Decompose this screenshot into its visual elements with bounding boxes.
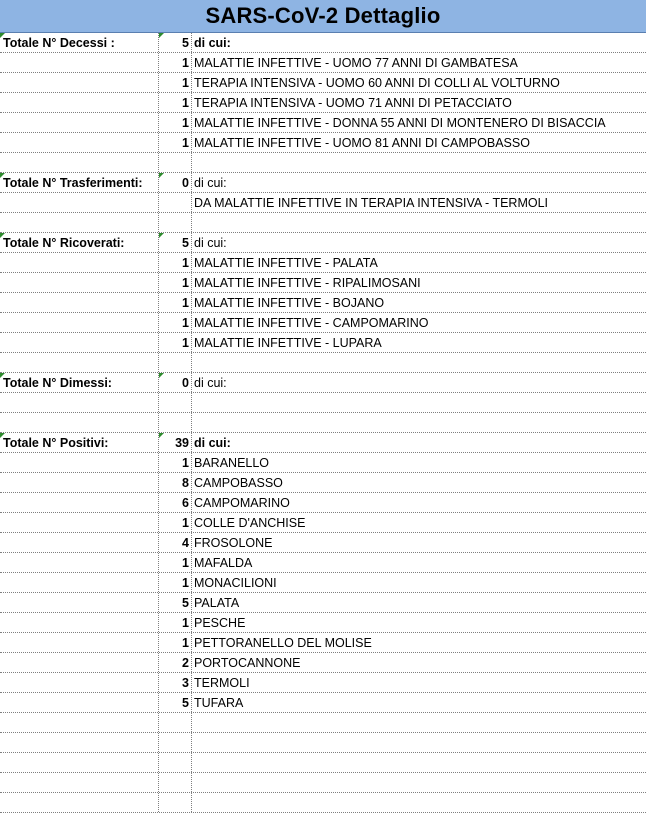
row-label-cell xyxy=(0,453,159,472)
list-item xyxy=(0,493,646,513)
item-count: 1 xyxy=(159,573,192,592)
cell-comment-marker xyxy=(0,233,5,238)
row-label-cell xyxy=(0,473,159,492)
item-description: MALATTIE INFETTIVE - UOMO 81 ANNI DI CAMPOBASSO xyxy=(194,135,530,150)
item-description: PORTOCANNONE xyxy=(194,655,301,670)
cell-comment-marker xyxy=(159,433,164,438)
row-count-cell xyxy=(159,353,192,372)
row-label-cell xyxy=(0,353,159,372)
row-count-cell xyxy=(159,753,192,772)
cell-comment-marker xyxy=(159,233,164,238)
row-count-cell xyxy=(159,733,192,752)
item-count: 1 xyxy=(159,93,192,112)
row-label-cell xyxy=(0,713,159,732)
row-description-cell xyxy=(192,353,646,372)
row-label-cell xyxy=(0,193,159,212)
item-description: MALATTIE INFETTIVE - BOJANO xyxy=(194,295,385,310)
item-description: TUFARA xyxy=(194,695,244,710)
section-dicui: di cui: xyxy=(194,375,227,390)
item-count: 5 xyxy=(159,693,192,712)
item-description: MAFALDA xyxy=(194,555,253,570)
empty-row xyxy=(0,213,646,233)
row-label-cell xyxy=(0,613,159,632)
list-item xyxy=(0,453,646,473)
section-label: Totale N° Positivi: xyxy=(0,433,159,452)
row-label-cell xyxy=(0,253,159,272)
row-label-cell xyxy=(0,733,159,752)
row-label-cell xyxy=(0,553,159,572)
list-item xyxy=(0,653,646,673)
cell-comment-marker xyxy=(159,173,164,178)
section-dicui: di cui: xyxy=(194,235,227,250)
row-count-cell xyxy=(159,153,192,172)
list-item xyxy=(0,613,646,633)
row-count-cell xyxy=(159,393,192,412)
item-count: 1 xyxy=(159,273,192,292)
row-label-cell xyxy=(0,773,159,792)
empty-row xyxy=(0,773,646,793)
row-label-cell xyxy=(0,693,159,712)
section-dicui: di cui: xyxy=(194,35,231,50)
row-label-cell xyxy=(0,493,159,512)
row-description-cell xyxy=(192,413,646,432)
cell-comment-marker xyxy=(159,373,164,378)
row-label-cell xyxy=(0,533,159,552)
item-description: CAMPOMARINO xyxy=(194,495,290,510)
list-item xyxy=(0,633,646,653)
row-label-cell xyxy=(0,673,159,692)
section-label: Totale N° Trasferimenti: xyxy=(0,173,159,192)
item-description: PALATA xyxy=(194,595,240,610)
item-count: 5 xyxy=(159,593,192,612)
item-description: MALATTIE INFETTIVE - RIPALIMOSANI xyxy=(194,275,421,290)
row-description-cell xyxy=(192,393,646,412)
row-count-cell xyxy=(159,713,192,732)
row-description-cell xyxy=(192,733,646,752)
row-description-cell xyxy=(192,793,646,812)
list-item xyxy=(0,253,646,273)
row-label-cell xyxy=(0,753,159,772)
row-count-cell xyxy=(159,213,192,232)
row-label-cell xyxy=(0,93,159,112)
empty-row xyxy=(0,753,646,773)
row-count-cell xyxy=(159,413,192,432)
item-description: MALATTIE INFETTIVE - UOMO 77 ANNI DI GAMBATESA xyxy=(194,55,518,70)
section-total: 5 xyxy=(159,233,192,252)
item-count: 1 xyxy=(159,113,192,132)
item-description: TERMOLI xyxy=(194,675,250,690)
cell-comment-marker xyxy=(0,433,5,438)
item-count: 1 xyxy=(159,513,192,532)
item-description: MALATTIE INFETTIVE - PALATA xyxy=(194,255,378,270)
section-total: 5 xyxy=(159,33,192,52)
list-item xyxy=(0,673,646,693)
row-label-cell xyxy=(0,313,159,332)
item-description: MONACILIONI xyxy=(194,575,277,590)
row-label-cell xyxy=(0,153,159,172)
list-item xyxy=(0,573,646,593)
item-description: CAMPOBASSO xyxy=(194,475,283,490)
empty-row xyxy=(0,353,646,373)
item-description: MALATTIE INFETTIVE - DONNA 55 ANNI DI MONTENERO DI BISACCIA xyxy=(194,115,606,130)
empty-row xyxy=(0,793,646,813)
list-item xyxy=(0,293,646,313)
section-total: 0 xyxy=(159,373,192,392)
item-description: PESCHE xyxy=(194,615,246,630)
item-description: MALATTIE INFETTIVE - LUPARA xyxy=(194,335,382,350)
cell-comment-marker xyxy=(0,373,5,378)
item-description: TERAPIA INTENSIVA - UOMO 60 ANNI DI COLLI AL VOLTURNO xyxy=(194,75,560,90)
row-label-cell xyxy=(0,113,159,132)
row-label-cell xyxy=(0,133,159,152)
item-description: MALATTIE INFETTIVE - CAMPOMARINO xyxy=(194,315,429,330)
list-item xyxy=(0,273,646,293)
empty-row xyxy=(0,153,646,173)
section-header-row xyxy=(0,33,646,53)
row-label-cell xyxy=(0,653,159,672)
detail-table xyxy=(0,33,646,813)
list-item xyxy=(0,593,646,613)
row-description-cell xyxy=(192,213,646,232)
item-count xyxy=(159,193,192,212)
cell-comment-marker xyxy=(0,33,5,38)
row-description-cell xyxy=(192,773,646,792)
row-label-cell xyxy=(0,213,159,232)
section-dicui: di cui: xyxy=(194,175,227,190)
item-count: 1 xyxy=(159,613,192,632)
section-label: Totale N° Ricoverati: xyxy=(0,233,159,252)
item-count: 1 xyxy=(159,73,192,92)
item-count: 1 xyxy=(159,253,192,272)
row-label-cell xyxy=(0,513,159,532)
item-count: 1 xyxy=(159,133,192,152)
item-count: 1 xyxy=(159,53,192,72)
section-header-row xyxy=(0,233,646,253)
row-label-cell xyxy=(0,633,159,652)
row-label-cell xyxy=(0,273,159,292)
list-item xyxy=(0,133,646,153)
item-description: FROSOLONE xyxy=(194,535,273,550)
cell-comment-marker xyxy=(0,173,5,178)
section-dicui: di cui: xyxy=(194,435,231,450)
list-item xyxy=(0,53,646,73)
list-item xyxy=(0,533,646,553)
row-label-cell xyxy=(0,413,159,432)
item-count: 1 xyxy=(159,293,192,312)
section-total: 39 xyxy=(159,433,192,452)
row-label-cell xyxy=(0,53,159,72)
row-description-cell xyxy=(192,713,646,732)
item-description: TERAPIA INTENSIVA - UOMO 71 ANNI DI PETACCIATO xyxy=(194,95,512,110)
row-description-cell xyxy=(192,153,646,172)
section-header-row xyxy=(0,373,646,393)
page-title: SARS-CoV-2 Dettaglio xyxy=(0,0,646,33)
item-count: 6 xyxy=(159,493,192,512)
row-count-cell xyxy=(159,793,192,812)
item-count: 1 xyxy=(159,553,192,572)
row-label-cell xyxy=(0,793,159,812)
empty-row xyxy=(0,413,646,433)
item-count: 1 xyxy=(159,453,192,472)
section-header-row xyxy=(0,173,646,193)
row-label-cell xyxy=(0,593,159,612)
item-description: DA MALATTIE INFETTIVE IN TERAPIA INTENSIVA - TERMOLI xyxy=(194,195,549,210)
item-count: 1 xyxy=(159,313,192,332)
empty-row xyxy=(0,393,646,413)
list-item xyxy=(0,333,646,353)
item-description: BARANELLO xyxy=(194,455,270,470)
row-description-cell xyxy=(192,753,646,772)
row-label-cell xyxy=(0,73,159,92)
list-item xyxy=(0,553,646,573)
item-count: 4 xyxy=(159,533,192,552)
row-count-cell xyxy=(159,773,192,792)
list-item xyxy=(0,113,646,133)
empty-row xyxy=(0,733,646,753)
item-count: 2 xyxy=(159,653,192,672)
section-total: 0 xyxy=(159,173,192,192)
item-description: COLLE D'ANCHISE xyxy=(194,515,306,530)
list-item xyxy=(0,313,646,333)
row-label-cell xyxy=(0,333,159,352)
list-item xyxy=(0,73,646,93)
section-label: Totale N° Decessi : xyxy=(0,33,159,52)
row-label-cell xyxy=(0,293,159,312)
item-description: PETTORANELLO DEL MOLISE xyxy=(194,635,372,650)
item-count: 3 xyxy=(159,673,192,692)
item-count: 8 xyxy=(159,473,192,492)
item-count: 1 xyxy=(159,333,192,352)
cell-comment-marker xyxy=(159,33,164,38)
section-label: Totale N° Dimessi: xyxy=(0,373,159,392)
list-item xyxy=(0,513,646,533)
list-item xyxy=(0,693,646,713)
list-item xyxy=(0,473,646,493)
list-item xyxy=(0,193,646,213)
item-count: 1 xyxy=(159,633,192,652)
list-item xyxy=(0,93,646,113)
row-label-cell xyxy=(0,573,159,592)
section-header-row xyxy=(0,433,646,453)
empty-row xyxy=(0,713,646,733)
row-label-cell xyxy=(0,393,159,412)
